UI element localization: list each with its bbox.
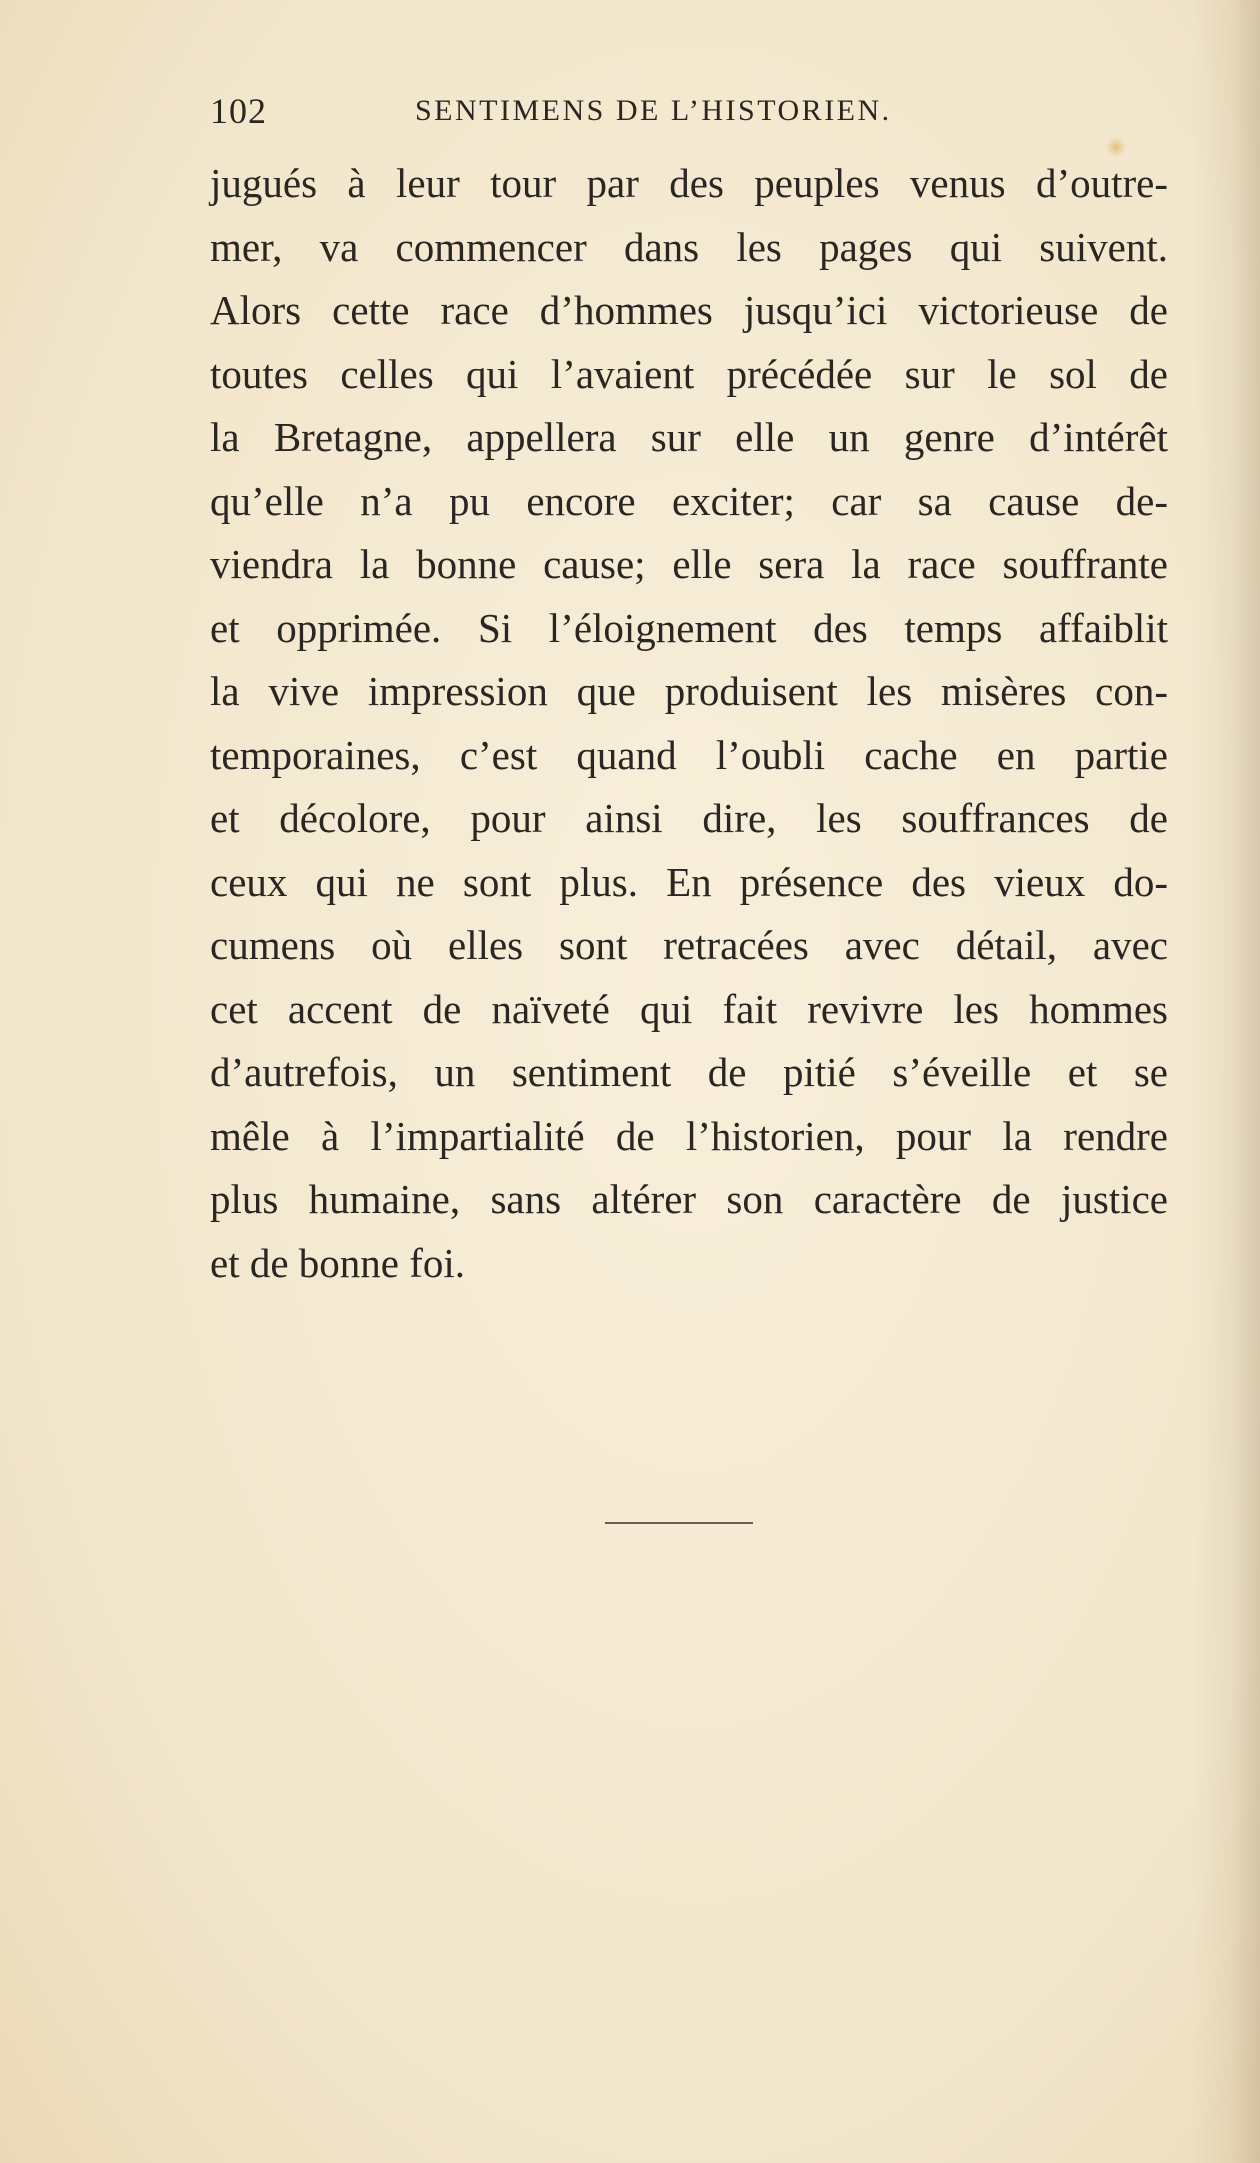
page-number: 102 <box>210 91 267 131</box>
text-line: viendra la bonne cause; elle sera la race souffrante <box>210 541 1168 587</box>
page-edge-shadow <box>1190 0 1260 2163</box>
text-line: d’autrefois, un sentiment de pitié s’éveille et se <box>210 1049 1168 1095</box>
text-line: cumens où elles sont retracées avec détail, avec <box>210 922 1168 968</box>
body-paragraph <box>210 152 1168 1295</box>
text-line: ceux qui ne sont plus. En présence des vieux do- <box>210 858 1168 905</box>
text-line: mer, va commencer dans les pages qui suivent. <box>210 223 1168 270</box>
footnote-rule <box>605 1522 753 1524</box>
text-line: et décolore, pour ainsi dire, les souffrances de <box>210 795 1168 841</box>
text-line: temporaines, c’est quand l’oubli cache en partie <box>210 731 1168 778</box>
text-line: plus humaine, sans altérer son caractère de justice <box>210 1176 1168 1222</box>
text-line: jugués à leur tour par des peuples venus d’outre- <box>210 160 1168 206</box>
text-line: et opprimée. Si l’éloignement des temps affaiblit <box>210 604 1168 651</box>
text-line: toutes celles qui l’avaient précédée sur le sol de <box>210 350 1168 397</box>
text-line: mêle à l’impartialité de l’historien, pour la rendre <box>210 1112 1168 1159</box>
text-line: Alors cette race d’hommes jusqu’ici victorieuse de <box>210 287 1168 333</box>
text-line-last: et de bonne foi. <box>210 1239 466 1286</box>
text-line: la vive impression que produisent les misères con- <box>210 668 1168 714</box>
page-header <box>210 90 970 140</box>
running-title: SENTIMENS DE L’HISTORIEN. <box>415 94 892 127</box>
text-line: la Bretagne, appellera sur elle un genre d’intérêt <box>210 414 1168 460</box>
text-line: cet accent de naïveté qui fait revivre les hommes <box>210 985 1168 1032</box>
text-line: qu’elle n’a pu encore exciter; car sa cause de- <box>210 477 1168 524</box>
